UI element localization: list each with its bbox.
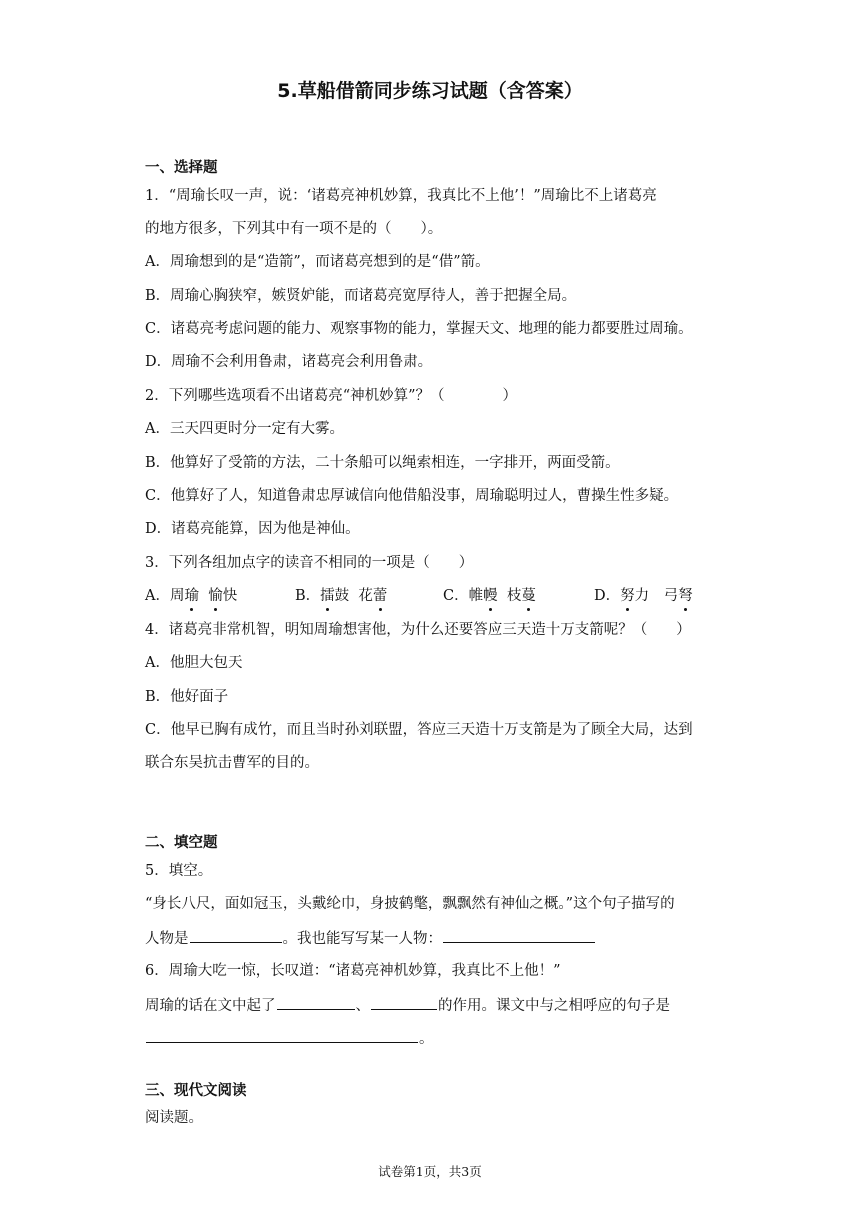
question-3-option-b [295, 586, 387, 606]
dotted-char: 努 [620, 588, 635, 604]
answer-blank-echo-sentence[interactable] [146, 1028, 418, 1043]
dotted-char: 瑜 [184, 588, 199, 604]
question-2-option-b: B．他算好了受箭的方法，二十条船可以绳索相连，一字排开，两面受箭。 [145, 455, 620, 471]
q6-text: 周瑜的话在文中起了 [145, 998, 276, 1014]
section-heading-fill: 二、填空题 [145, 835, 218, 851]
question-1-line-1: 1．“周瑜长叹一声，说：‘诸葛亮神机妙算，我真比不上他’！”周瑜比不上诸葛亮 [145, 188, 657, 204]
question-3-option-a [145, 586, 237, 606]
question-4-option-c-line-2: 联合东吴抗击曹军的目的。 [145, 755, 319, 771]
answer-blank-character[interactable] [190, 928, 282, 943]
option-b-text: B． [295, 588, 321, 604]
question-4-option-c-line-1: C．他早已胸有成竹，而且当时孙刘联盟，答应三天造十万支箭是为了顾全大局，达到 [145, 722, 693, 738]
dotted-char: 弩 [678, 588, 693, 604]
answer-blank-function-1[interactable] [277, 995, 355, 1010]
q6-text: 。 [419, 1031, 434, 1047]
question-6-line-1: 6．周瑜大吃一惊，长叹道：“诸葛亮神机妙算，我真比不上他！” [145, 963, 561, 979]
question-5-line-1: 5．填空。 [145, 863, 213, 879]
question-1-line-2: 的地方很多，下列其中有一项不是的（ ）。 [145, 221, 443, 237]
question-6-line-2 [145, 995, 670, 1016]
page-title: 5.草船借箭同步练习试题（含答案） [277, 80, 583, 102]
option-d-text: D． [594, 588, 621, 604]
question-2-option-c: C．他算好了人，知道鲁肃忠厚诚信向他借船没事，周瑜聪明过人，曹操生性多疑。 [145, 488, 679, 504]
option-a-text: 快 [222, 588, 238, 604]
option-d-text: 力 弓 [634, 588, 679, 604]
question-1-option-a: A．周瑜想到的是“造箭”，而诸葛亮想到的是“借”箭。 [145, 254, 490, 270]
question-3-line-1: 3．下列各组加点字的读音不相同的一项是（ ） [145, 555, 474, 571]
question-5-line-3 [145, 928, 596, 949]
section-heading-choice: 一、选择题 [145, 160, 218, 176]
dotted-char: 愉 [208, 588, 223, 604]
question-7-intro: 阅读题。 [145, 1110, 203, 1126]
question-4-option-a: A．他胆大包天 [145, 655, 243, 671]
question-2-option-d: D．诸葛亮能算，因为他是神仙。 [145, 521, 360, 537]
page-footer: 试卷第1页，共3页 [378, 1164, 482, 1179]
question-3-option-c [443, 586, 536, 606]
question-6-line-3 [145, 1028, 434, 1049]
dotted-char: 蔓 [521, 588, 536, 604]
option-a-text: A．周 [145, 588, 185, 604]
question-2-line-1: 2．下列哪些选项看不出诸葛亮“神机妙算”？（ ） [145, 388, 518, 404]
q6-text: 、 [355, 998, 370, 1014]
dotted-char: 蕾 [372, 588, 388, 604]
option-c-text: 枝 [497, 588, 522, 604]
question-2-option-a: A．三天四更时分一定有大雾。 [145, 421, 344, 437]
q6-text: 的作用。课文中与之相呼应的句子是 [438, 998, 670, 1014]
question-1-option-b: B．周瑜心胸狭窄，嫉贤妒能，而诸葛亮宽厚待人，善于把握全局。 [145, 288, 577, 304]
option-a-text [199, 588, 208, 604]
section-heading-reading: 三、现代文阅读 [145, 1083, 247, 1099]
option-b-text: 鼓 花 [334, 588, 373, 604]
question-1-option-c: C．诸葛亮考虑问题的能力、观察事物的能力，掌握天文、地理的能力都要胜过周瑜。 [145, 321, 693, 337]
question-5-line-2: “身长八尺，面如冠玉，头戴纶巾，身披鹤氅，飘飘然有神仙之概。”这个句子描写的 [145, 896, 675, 912]
dotted-char: 擂 [320, 588, 335, 604]
dotted-char: 幔 [483, 588, 498, 604]
question-4-line-1: 4．诸葛亮非常机智，明知周瑜想害他，为什么还要答应三天造十万支箭呢？（ ） [145, 622, 691, 638]
q5-text: 人物是 [145, 931, 189, 947]
question-4-option-b: B．他好面子 [145, 689, 229, 705]
question-3-option-d [594, 586, 693, 606]
question-1-option-d: D．周瑜不会利用鲁肃，诸葛亮会利用鲁肃。 [145, 354, 433, 370]
answer-blank-function-2[interactable] [371, 995, 437, 1010]
answer-blank-description[interactable] [443, 928, 595, 943]
q5-text: 。我也能写写某一人物： [282, 931, 442, 947]
option-c-text: C．帷 [443, 588, 484, 604]
